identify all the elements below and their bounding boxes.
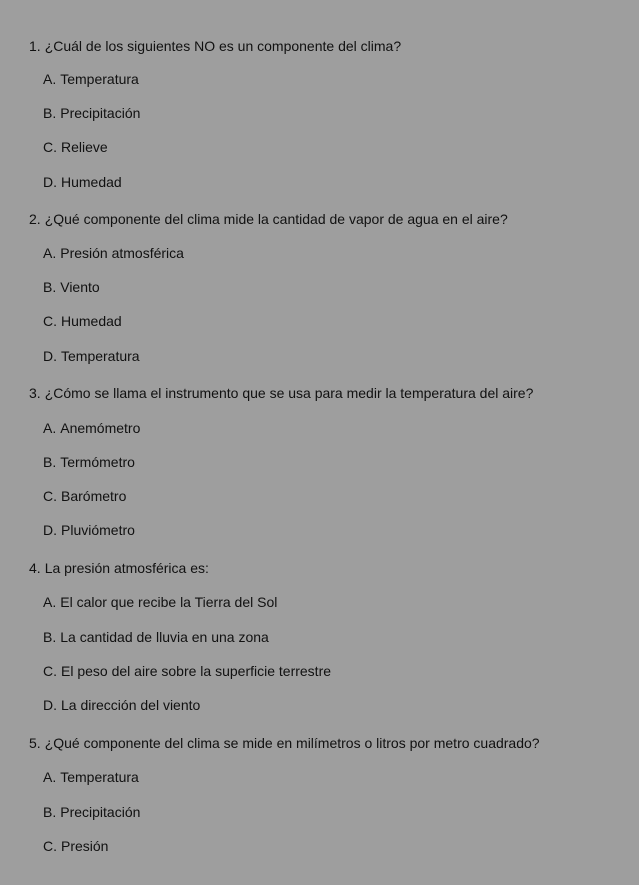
- option-text: La cantidad de lluvia en una zona: [60, 629, 269, 645]
- question-3-option-d: [43, 521, 135, 539]
- option-letter: B.: [43, 629, 57, 645]
- option-letter: C.: [43, 663, 57, 679]
- question-1-option-b: [43, 104, 140, 122]
- question-2: [29, 210, 508, 228]
- option-text: Humedad: [61, 174, 122, 190]
- question-number: 2.: [29, 211, 41, 227]
- question-5-option-a: [43, 768, 139, 786]
- option-text: Viento: [60, 279, 100, 295]
- option-letter: A.: [43, 245, 57, 261]
- option-text: El peso del aire sobre la superficie terrestre: [61, 663, 332, 679]
- question-4-option-d: [43, 696, 200, 714]
- question-5-option-c: [43, 837, 108, 855]
- option-text: Temperatura: [60, 769, 139, 785]
- question-2-option-c: [43, 312, 122, 330]
- option-letter: D.: [43, 697, 57, 713]
- question-2-option-d: [43, 347, 140, 365]
- option-letter: A.: [43, 71, 57, 87]
- option-letter: C.: [43, 838, 57, 854]
- option-text: Anemómetro: [60, 420, 141, 436]
- question-number: 3.: [29, 385, 41, 401]
- option-letter: B.: [43, 804, 57, 820]
- option-letter: C.: [43, 313, 57, 329]
- question-1-option-d: [43, 173, 122, 191]
- option-letter: D.: [43, 174, 57, 190]
- option-text: Temperatura: [61, 348, 140, 364]
- question-number: 4.: [29, 560, 41, 576]
- option-text: Presión atmosférica: [60, 245, 184, 261]
- option-letter: A.: [43, 420, 57, 436]
- question-4-option-a: [43, 593, 277, 611]
- option-text: Pluviómetro: [61, 522, 135, 538]
- question-number: 5.: [29, 735, 41, 751]
- option-letter: B.: [43, 105, 57, 121]
- question-text: ¿Qué componente del clima se mide en milímetros o litros por metro cuadrado?: [44, 735, 540, 751]
- question-1-option-a: [43, 70, 139, 88]
- option-text: Precipitación: [60, 105, 141, 121]
- option-text: El calor que recibe la Tierra del Sol: [60, 594, 278, 610]
- question-text: ¿Qué componente del clima mide la cantidad de vapor de agua en el aire?: [44, 211, 508, 227]
- option-text: Temperatura: [60, 71, 139, 87]
- question-2-option-b: [43, 278, 100, 296]
- question-number: 1.: [29, 38, 41, 54]
- question-3-option-c: [43, 487, 126, 505]
- question-1: [29, 37, 401, 55]
- option-text: Barómetro: [61, 488, 127, 504]
- option-text: Presión: [61, 838, 109, 854]
- option-text: Precipitación: [60, 804, 141, 820]
- question-text: ¿Cuál de los siguientes NO es un componente del clima?: [44, 38, 402, 54]
- option-letter: C.: [43, 139, 57, 155]
- question-3: [29, 384, 533, 402]
- option-letter: D.: [43, 348, 57, 364]
- question-1-option-c: [43, 138, 108, 156]
- option-text: Humedad: [61, 313, 122, 329]
- option-text: Termómetro: [60, 454, 135, 470]
- question-3-option-b: [43, 453, 135, 471]
- question-5: [29, 734, 540, 752]
- question-4-option-b: [43, 628, 269, 646]
- question-4: [29, 559, 209, 577]
- question-text: ¿Cómo se llama el instrumento que se usa para medir la temperatura del aire?: [44, 385, 534, 401]
- question-text: La presión atmosférica es:: [44, 560, 209, 576]
- question-2-option-a: [43, 244, 184, 262]
- option-letter: A.: [43, 594, 57, 610]
- option-text: La dirección del viento: [61, 697, 201, 713]
- option-letter: A.: [43, 769, 57, 785]
- question-4-option-c: [43, 662, 331, 680]
- option-letter: D.: [43, 522, 57, 538]
- option-letter: B.: [43, 454, 57, 470]
- option-letter: B.: [43, 279, 57, 295]
- question-3-option-a: [43, 419, 140, 437]
- question-5-option-b: [43, 803, 140, 821]
- option-text: Relieve: [61, 139, 108, 155]
- option-letter: C.: [43, 488, 57, 504]
